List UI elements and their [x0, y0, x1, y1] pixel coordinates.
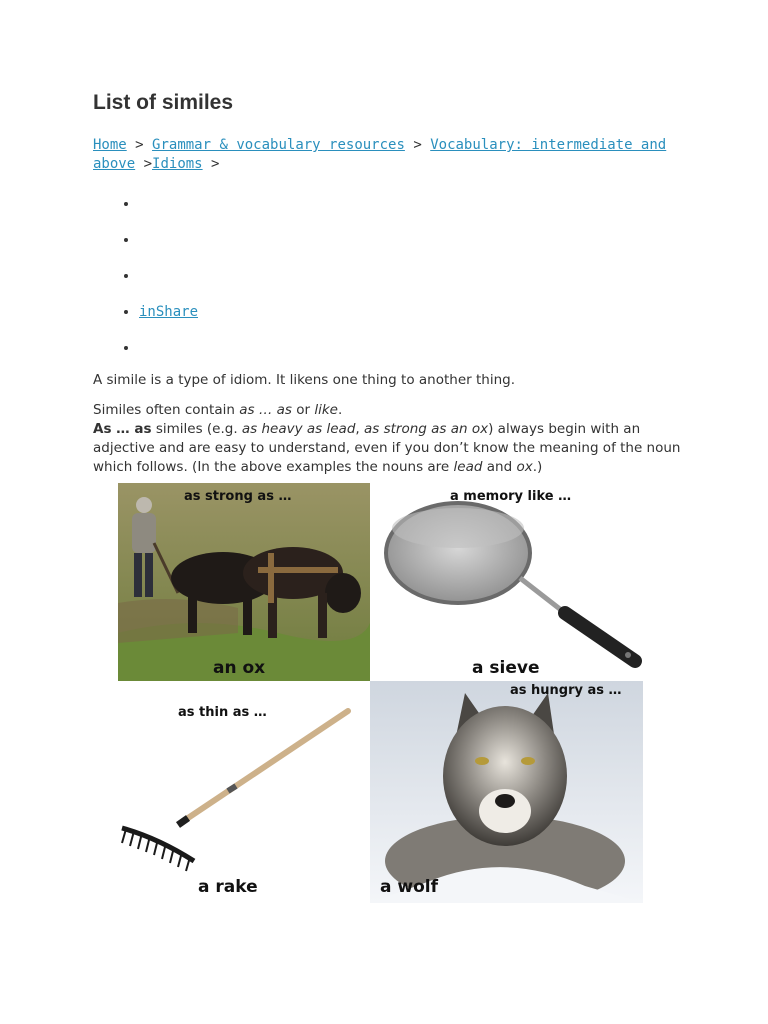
share-item[interactable] — [139, 258, 683, 294]
page-title: List of similes — [93, 91, 234, 114]
sieve-photo — [380, 483, 643, 681]
sieve-caption-top: a memory like … — [450, 489, 572, 504]
ox-caption-top: as strong as … — [184, 489, 292, 504]
breadcrumb-grammar[interactable]: Grammar & vocabulary resources — [152, 137, 405, 153]
share-item[interactable] — [139, 330, 683, 366]
ox-caption-bottom: an ox — [213, 658, 266, 678]
share-item — [139, 294, 683, 330]
breadcrumb-vocabulary[interactable]: Vocabulary: intermediate and above — [93, 137, 667, 172]
breadcrumb-separator: > — [211, 156, 220, 172]
breadcrumb-separator: > — [413, 137, 422, 153]
similes-image-grid — [118, 483, 643, 903]
breadcrumb-separator: > — [143, 156, 153, 172]
breadcrumb-separator: > — [135, 137, 144, 153]
share-list — [93, 186, 683, 366]
sieve-caption-bottom: a sieve — [472, 658, 540, 678]
similes-paragraph: Similes often contain as … as or like. As … as similes (e.g. as heavy as lead, as strong as an ox) always begin with an adjective and are easy to understand, even if you don’t know the meaning of the noun which follows. (In the above examples the nouns are lead and ox.) — [93, 402, 681, 475]
inshare-link[interactable]: inShare — [139, 304, 199, 320]
rake-caption-top: as thin as … — [178, 705, 267, 720]
article — [93, 88, 683, 477]
wolf-caption-top: as hungry as … — [510, 683, 622, 698]
wolf-caption-bottom: a wolf — [380, 877, 438, 897]
share-item[interactable] — [139, 222, 683, 258]
breadcrumb-idioms[interactable]: Idioms — [152, 156, 203, 172]
breadcrumb — [93, 136, 683, 174]
ox-photo — [118, 483, 370, 681]
wolf-photo — [370, 681, 643, 903]
breadcrumb-home[interactable]: Home — [93, 137, 127, 153]
rake-caption-bottom: a rake — [198, 877, 258, 897]
intro-paragraph: A simile is a type of idiom. It likens one thing to another thing. — [93, 372, 515, 388]
share-item[interactable] — [139, 186, 683, 222]
rake-photo — [118, 683, 370, 903]
